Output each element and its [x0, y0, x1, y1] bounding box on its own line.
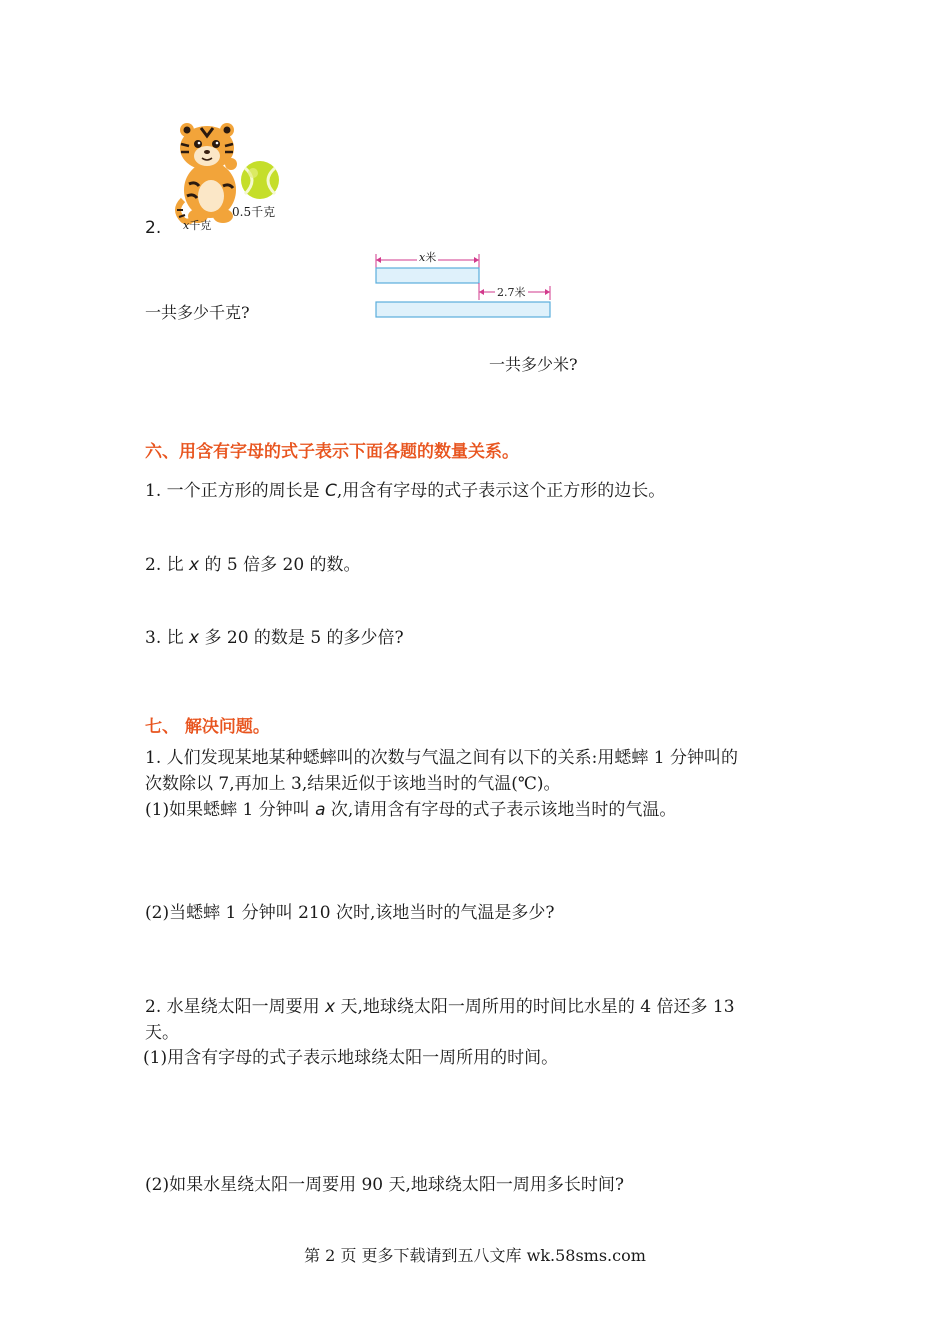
problem-2-line-1 [145, 994, 735, 1020]
question-number-2: 2. [145, 218, 162, 238]
bar-diagram-svg [370, 244, 560, 322]
p2-text-a: 2. 水星绕太阳一周要用 [145, 997, 326, 1017]
tiger-weight-variable: x [183, 219, 190, 232]
tiger-weight-label [183, 217, 211, 233]
question-total-length: 一共多少米? [489, 355, 578, 374]
problem-1-line-1: 1. 人们发现某地某种蟋蟀叫的次数与气温之间有以下的关系:用蟋蟀 1 分钟叫的 [145, 748, 738, 768]
section-6-heading: 六、用含有字母的式子表示下面各题的数量关系。 [145, 442, 519, 462]
section-6-question-1 [145, 476, 665, 501]
p2-text-b: 天,地球绕太阳一周所用的时间比水星的 4 倍还多 13 [335, 997, 735, 1017]
bar-top-label [417, 249, 438, 265]
p1-sub1-variable: a [315, 800, 326, 820]
problem-1-line-2: 次数除以 7,再加上 3,结果近似于该地当时的气温(℃)。 [145, 774, 561, 794]
problem-1-sub-1 [145, 797, 676, 823]
problem-1-sub-2: (2)当蟋蟀 1 分钟叫 210 次时,该地当时的气温是多少? [145, 903, 555, 923]
bar-extra-label: 2.7米 [497, 286, 526, 299]
bar-top-unit: 米 [425, 251, 437, 264]
p1-sub1-text-a: (1)如果蟋蟀 1 分钟叫 [145, 800, 316, 820]
page-footer: 第 2 页 更多下载请到五八文库 wk.58sms.com [304, 1246, 646, 1265]
problem-2-sub-2: (2)如果水星绕太阳一周要用 90 天,地球绕太阳一周用多长时间? [145, 1175, 625, 1195]
bar-top-variable: x [419, 251, 426, 264]
question-total-weight: 一共多少千克? [145, 303, 250, 322]
ball-weight-label: 0.5千克 [232, 205, 276, 219]
q1-variable: C [325, 481, 337, 501]
q3-variable: x [189, 628, 200, 648]
q3-text-a: 3. 比 [145, 628, 190, 648]
tiger-weight-unit: 千克 [189, 219, 212, 232]
q2-text-a: 2. 比 [145, 555, 190, 575]
problem-2-line-2: 天。 [145, 1023, 179, 1043]
problem-2-sub-1: (1)用含有字母的式子表示地球绕太阳一周所用的时间。 [143, 1048, 559, 1068]
q1-text-b: ,用含有字母的式子表示这个正方形的边长。 [336, 481, 666, 501]
p1-sub1-text-b: 次,请用含有字母的式子表示该地当时的气温。 [325, 800, 677, 820]
p2-variable: x [325, 997, 336, 1017]
q2-variable: x [189, 555, 200, 575]
q3-text-b: 多 20 的数是 5 的多少倍? [199, 628, 404, 648]
section-6-question-3 [145, 623, 404, 648]
bar-diagram [370, 244, 560, 322]
q1-text-a: 1. 一个正方形的周长是 [145, 481, 326, 501]
section-7-heading: 七、 解决问题。 [145, 717, 270, 737]
q2-text-b: 的 5 倍多 20 的数。 [199, 555, 361, 575]
section-6-question-2 [145, 550, 361, 575]
